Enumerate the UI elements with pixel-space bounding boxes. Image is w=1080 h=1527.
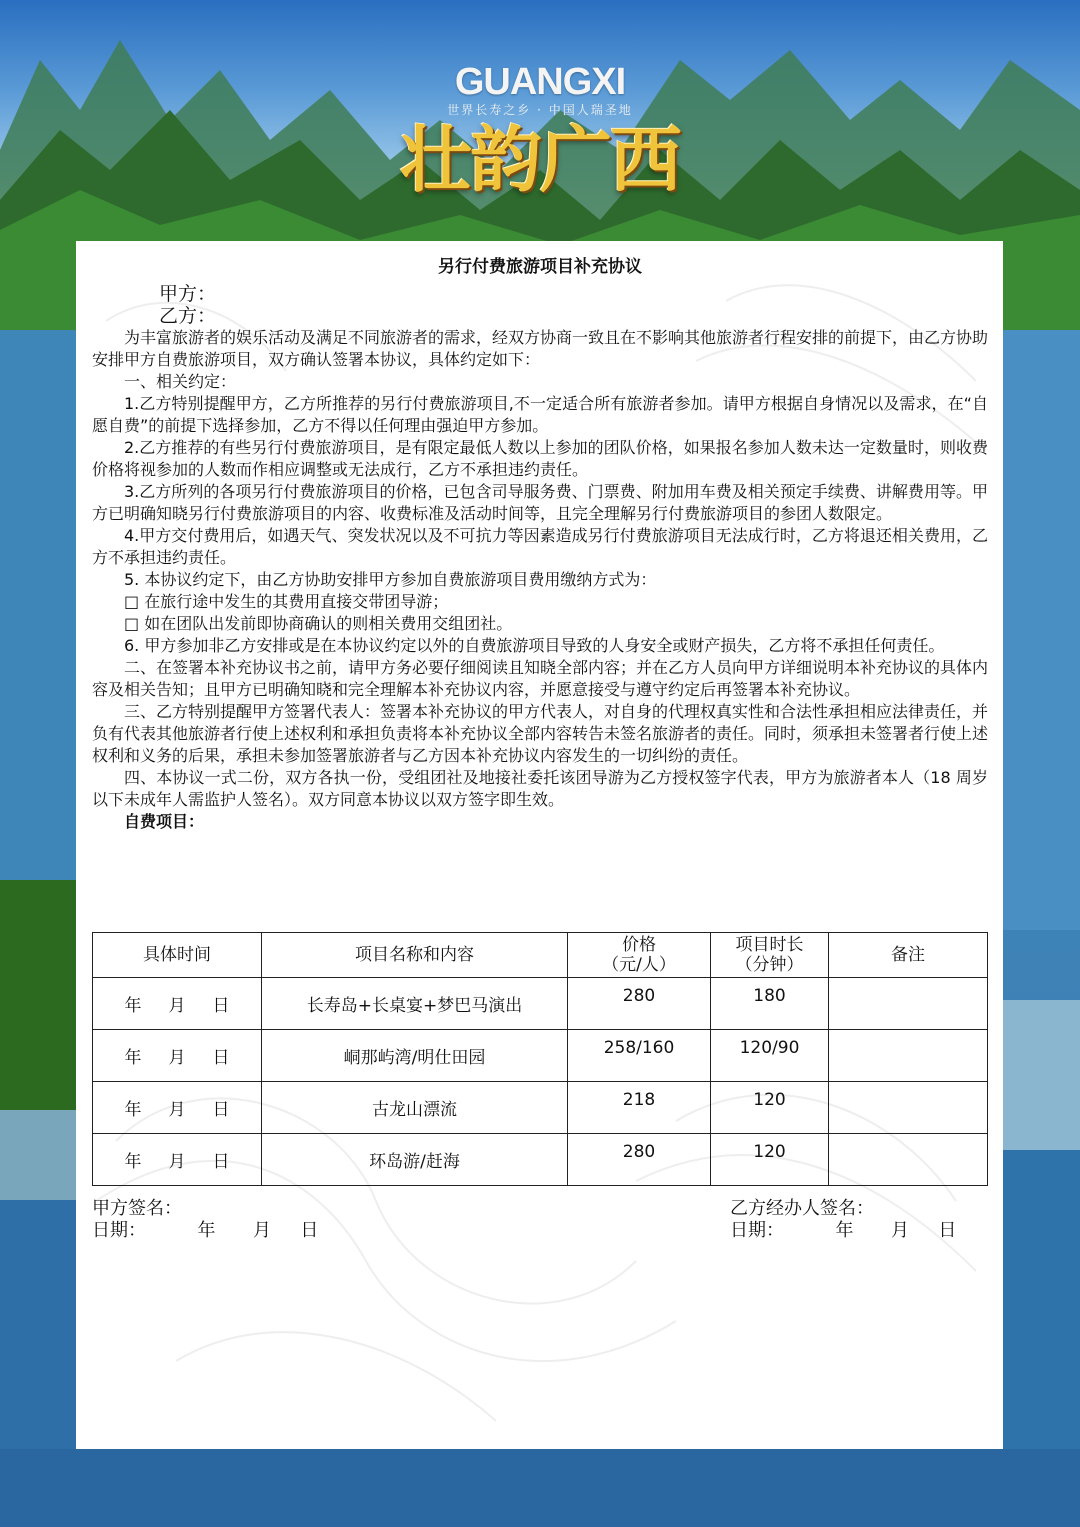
- logo-slogan: 世界长寿之乡 · 中国人瑞圣地: [447, 103, 633, 117]
- item-note[interactable]: [829, 1030, 988, 1082]
- header-price-line1: 价格: [622, 935, 656, 955]
- header-duration: [711, 933, 829, 978]
- month-label: 月: [252, 1220, 271, 1241]
- agreement-sheet: [76, 241, 1003, 1449]
- item-note[interactable]: [829, 978, 988, 1030]
- item-duration: 120/90: [711, 1030, 829, 1082]
- party-a-signature-label[interactable]: 甲方签名：: [92, 1198, 182, 1219]
- section-1-heading: 一、相关约定：: [124, 372, 237, 391]
- header-name: 项目名称和内容: [262, 933, 568, 978]
- clause-3: 3.乙方所列的各项另行付费旅游项目的价格，已包含司导服务费、门票费、附加用车费及相关预定手续费、讲解费用等。甲方已明确知晓另行付费旅游项目的内容、收费标准及活动时间等，且完全理解另行付费旅游项目的参团人数限定。: [92, 482, 988, 523]
- day-label: 日: [212, 1048, 230, 1068]
- table-row: [93, 1134, 988, 1186]
- logo-english: GUANGXI: [454, 61, 626, 103]
- party-a-signature-block: [92, 1198, 318, 1242]
- header-date: 具体时间: [93, 933, 262, 978]
- date-cell[interactable]: [93, 1134, 262, 1186]
- month-label: 月: [168, 1152, 186, 1172]
- section-4: 四、本协议一式二份，双方各执一份，受组团社及地接社委托该团导游为乙方授权签字代表，甲方为旅游者本人（18 周岁以下未成年人需监护人签名）。双方同意本协议以双方签字即生效。: [92, 768, 988, 809]
- date-cell[interactable]: [93, 978, 262, 1030]
- date-label: 日期：: [730, 1220, 784, 1241]
- clause-6: 6. 甲方参加非乙方安排或是在本协议约定以外的自费旅游项目导致的人身安全或财产损失，乙方将不承担任何责任。: [124, 636, 945, 655]
- month-label: 月: [168, 996, 186, 1016]
- clause-5: 5. 本协议约定下，由乙方协助安排甲方参加自费旅游项目费用缴纳方式为：: [124, 570, 657, 589]
- party-b-date-line[interactable]: [730, 1220, 956, 1242]
- party-a-label: 甲方：: [159, 283, 217, 305]
- table-row: [93, 1030, 988, 1082]
- header-price: [568, 933, 711, 978]
- day-label: 日: [212, 996, 230, 1016]
- clause-4: 4.甲方交付费用后，如遇天气、突发状况以及不可抗力等因素造成另行付费旅游项目无法成行时，乙方将退还相关费用，乙方不承担违约责任。: [92, 526, 988, 567]
- year-label: 年: [835, 1220, 854, 1241]
- header-duration-line2: （分钟）: [735, 955, 804, 975]
- table-row: [93, 978, 988, 1030]
- table-row: [93, 1082, 988, 1134]
- payment-option-agency[interactable]: □ 如在团队出发前即协商确认的则相关费用交组团社。: [124, 614, 513, 633]
- self-pay-heading: 自费项目：: [124, 812, 205, 831]
- item-note[interactable]: [829, 1082, 988, 1134]
- section-3: 三、乙方特别提醒甲方签署代表人：签署本补充协议的甲方代表人，对自身的代理权真实性和合法性承担相应法律责任，并负有代表其他旅游者行使上述权利和承担负责将本补充协议全部内容转告未签名旅游者的责任。同时，须承担未签署者行使上述权利和义务的后果，承担未参加签署旅游者与乙方因本补充协议内容发生的一切纠纷的责任。: [92, 702, 989, 765]
- intro-paragraph: 为丰富旅游者的娱乐活动及满足不同旅游者的需求，经双方协商一致且在不影响其他旅游者行程安排的前提下，由乙方协助安排甲方自费旅游项目，双方确认签署本协议，具体约定如下：: [92, 328, 989, 369]
- item-duration: 120: [711, 1134, 829, 1186]
- item-name: 峒那屿湾/明仕田园: [262, 1030, 568, 1082]
- month-label: 月: [168, 1100, 186, 1120]
- self-pay-table: [92, 932, 988, 1186]
- item-price: 218: [568, 1082, 711, 1134]
- item-note[interactable]: [829, 1134, 988, 1186]
- year-label: 年: [124, 1100, 142, 1120]
- item-price: 258/160: [568, 1030, 711, 1082]
- clause-2: 2.乙方推荐的有些另行付费旅游项目，是有限定最低人数以上参加的团队价格，如果报名参加人数未达一定数量时，则收费价格将视参加的人数而作相应调整或无法成行，乙方不承担违约责任。: [92, 438, 988, 479]
- party-b-signature-block: [730, 1198, 956, 1242]
- item-name: 长寿岛+长桌宴+梦巴马演出: [262, 978, 568, 1030]
- item-name: 古龙山漂流: [262, 1082, 568, 1134]
- year-label: 年: [124, 996, 142, 1016]
- day-label: 日: [212, 1100, 230, 1120]
- month-label: 月: [890, 1220, 909, 1241]
- month-label: 月: [168, 1048, 186, 1068]
- item-price: 280: [568, 1134, 711, 1186]
- item-duration: 120: [711, 1082, 829, 1134]
- item-duration: 180: [711, 978, 829, 1030]
- item-price: 280: [568, 978, 711, 1030]
- header-note: 备注: [829, 933, 988, 978]
- header-price-line2: （元/人）: [602, 955, 676, 975]
- date-cell[interactable]: [93, 1030, 262, 1082]
- year-label: 年: [197, 1220, 216, 1241]
- agreement-content: [92, 255, 988, 833]
- doc-title: 另行付费旅游项目补充协议: [438, 257, 642, 277]
- year-label: 年: [124, 1152, 142, 1172]
- date-label: 日期：: [92, 1220, 146, 1241]
- clause-1: 1.乙方特别提醒甲方，乙方所推荐的另行付费旅游项目,不一定适合所有旅游者参加。请甲方根据自身情况以及需求，在“自愿自费”的前提下选择参加，乙方不得以任何理由强迫甲方参加。: [92, 394, 988, 435]
- guangxi-logo: [380, 62, 700, 212]
- party-b-signature-label[interactable]: 乙方经办人签名：: [730, 1198, 874, 1219]
- section-2: 二、在签署本补充协议书之前，请甲方务必要仔细阅读且知晓全部内容；并在乙方人员向甲方详细说明本补充协议的具体内容及相关告知；且甲方已明确知晓和完全理解本补充协议内容，并愿意接受与遵守约定后再签署本补充协议。: [92, 658, 989, 699]
- day-label: 日: [938, 1220, 957, 1241]
- payment-option-guide[interactable]: □ 在旅行途中发生的其费用直接交带团导游；: [124, 592, 449, 611]
- table-header-row: [93, 933, 988, 978]
- party-a-date-line[interactable]: [92, 1220, 318, 1242]
- day-label: 日: [212, 1152, 230, 1172]
- year-label: 年: [124, 1048, 142, 1068]
- item-name: 环岛游/赶海: [262, 1134, 568, 1186]
- date-cell[interactable]: [93, 1082, 262, 1134]
- day-label: 日: [300, 1220, 319, 1241]
- logo-chinese: 壮韵广西: [399, 117, 680, 202]
- header-duration-line1: 项目时长: [735, 935, 804, 955]
- party-b-label: 乙方：: [159, 305, 217, 327]
